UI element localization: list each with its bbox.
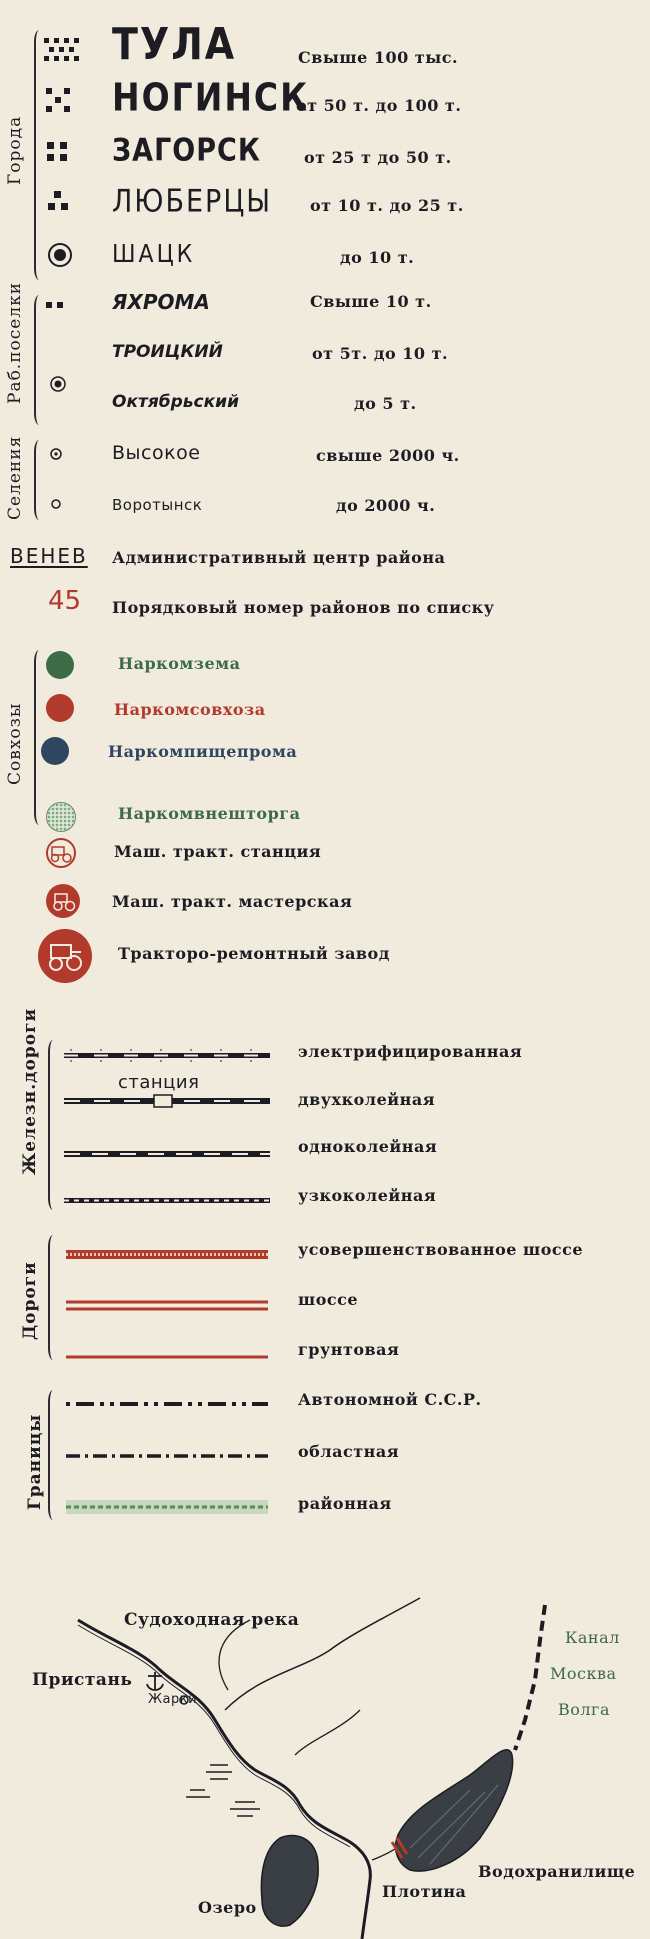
border-autonomous-ssr-line — [66, 1400, 268, 1408]
settlement-name-troitsky: ТРОИЦКИЙ — [112, 342, 223, 362]
hydro-village-label: Жарки — [148, 1692, 198, 1707]
railway-double-track-label: двухколейная — [298, 1090, 436, 1109]
city-desc-shatsk: до 10 т. — [340, 248, 415, 267]
bracket-cities — [34, 30, 44, 280]
bracket-railways — [48, 1040, 58, 1210]
border-district-line — [66, 1500, 268, 1514]
tractor-repair-plant-label: Тракторо-ремонтный завод — [118, 944, 390, 963]
city-name-tula: ТУЛА — [112, 18, 237, 70]
city-symbol-25k-50k — [47, 142, 77, 166]
city-desc-tula: Свыше 100 тыс. — [298, 48, 459, 67]
district-number-desc: Порядковый номер районов по списку — [112, 598, 495, 617]
railway-narrow-gauge-label: узкоколейная — [298, 1186, 437, 1205]
group-label-settlements: Раб.поселки — [5, 281, 25, 404]
village-name-vorotynsk: Воротынск — [112, 496, 203, 514]
tractor-repair-plant-icon — [37, 928, 93, 984]
sovkhoz-narkomsovkhoz-icon — [46, 694, 74, 722]
admin-center-desc: Административный центр района — [112, 548, 446, 567]
hydro-canal-label-1: Канал — [565, 1628, 620, 1647]
tractor-station-label: Маш. тракт. станция — [114, 842, 322, 861]
hydro-dam-label: Плотина — [382, 1882, 467, 1901]
hydro-river-label: Судоходная река — [124, 1610, 300, 1630]
road-improved-highway-label: усовершенствованное шоссе — [298, 1240, 584, 1259]
border-regional-line — [66, 1452, 268, 1460]
village-symbol-over-2000 — [50, 448, 64, 462]
city-name-lubertsy: ЛЮБЕРЦЫ — [112, 183, 273, 220]
city-symbol-10k-25k — [48, 191, 76, 217]
tractor-station-icon — [43, 838, 79, 868]
city-symbol-under-10k — [48, 243, 76, 271]
sovkhoz-narkomsovkhoz-label: Наркомсовхоза — [114, 700, 266, 719]
village-desc-vorotynsk: до 2000 ч. — [336, 496, 436, 515]
city-symbol-over-100k — [44, 36, 84, 76]
village-symbol-under-2000 — [51, 499, 63, 511]
hydro-canal-label-2: Москва — [550, 1664, 617, 1683]
road-highway-line — [66, 1300, 268, 1312]
settlement-name-oktyabrsky: Октябрьский — [112, 392, 239, 412]
sovkhoz-narkomzem-label: Наркомзема — [118, 654, 241, 673]
village-name-vysokoe: Высокое — [112, 442, 201, 464]
city-symbol-50k-100k — [46, 88, 80, 116]
group-label-roads: Дороги — [20, 1261, 40, 1340]
group-label-borders: Границы — [25, 1413, 45, 1510]
bracket-roads — [48, 1235, 58, 1360]
hydro-canal-label-3: Волга — [558, 1700, 610, 1719]
hydro-reservoir-label: Водохранилище — [478, 1862, 636, 1881]
city-name-zagorsk: ЗАГОРСК — [112, 132, 261, 169]
settlement-desc-yakhroma: Свыше 10 т. — [310, 292, 432, 311]
settlement-name-yakhroma: ЯХРОМА — [112, 290, 210, 314]
city-name-noginsk: НОГИНСК — [112, 75, 310, 120]
railway-narrow-gauge-line — [64, 1196, 270, 1206]
railway-electrified-label: электрифицированная — [298, 1042, 523, 1061]
sovkhoz-narkomzem-icon — [46, 651, 74, 679]
sovkhoz-narkomvneshtorg-label: Наркомвнешторга — [118, 804, 301, 823]
sovkhoz-narkompishcheprom-label: Наркомпищепрома — [108, 742, 298, 761]
railway-double-track-line — [64, 1094, 270, 1108]
settlement-symbol-over-10k — [46, 302, 70, 314]
hydro-pier-label: Пристань — [32, 1670, 133, 1690]
group-label-cities: Города — [5, 115, 25, 185]
sovkhoz-narkomvneshtorg-icon — [46, 802, 76, 832]
tractor-workshop-icon — [45, 883, 81, 919]
bracket-villages — [34, 440, 44, 520]
bracket-borders — [48, 1390, 58, 1520]
village-desc-vysokoe: свыше 2000 ч. — [316, 446, 460, 465]
border-district-label: районная — [298, 1494, 392, 1513]
hydro-lake-label: Озеро — [198, 1898, 257, 1917]
city-name-shatsk: ШАЦК — [112, 240, 196, 269]
railway-electrified-line — [64, 1050, 270, 1062]
settlement-symbol-under-5k — [50, 376, 70, 396]
bracket-settlements — [34, 295, 44, 425]
border-regional-label: областная — [298, 1442, 400, 1461]
road-dirt-line — [66, 1354, 268, 1360]
road-dirt-label: грунтовая — [298, 1340, 400, 1359]
settlement-desc-oktyabrsky: до 5 т. — [354, 394, 417, 413]
sovkhoz-narkompishcheprom-icon — [41, 737, 69, 765]
railway-single-track-line — [64, 1149, 270, 1159]
group-label-railways: Железн.дороги — [20, 1007, 40, 1175]
hydrography-inset — [0, 1580, 650, 1939]
city-desc-zagorsk: от 25 т до 50 т. — [304, 148, 452, 167]
city-desc-noginsk: от 50 т. до 100 т. — [296, 96, 462, 115]
tractor-workshop-label: Маш. тракт. мастерская — [112, 892, 353, 911]
group-label-sovkhozy: Совхозы — [5, 702, 25, 785]
road-highway-label: шоссе — [298, 1290, 359, 1309]
railway-station-label: станция — [118, 1072, 200, 1093]
railway-single-track-label: одноколейная — [298, 1137, 438, 1156]
city-desc-lubertsy: от 10 т. до 25 т. — [310, 196, 464, 215]
border-autonomous-ssr-label: Автономной С.С.Р. — [298, 1390, 482, 1409]
bracket-sovkhozy — [34, 650, 44, 825]
admin-center-sample: ВЕНЕВ — [10, 544, 88, 568]
settlement-desc-troitsky: от 5т. до 10 т. — [312, 344, 449, 363]
district-number-sample: 45 — [48, 586, 82, 616]
road-improved-highway-line — [66, 1250, 268, 1260]
group-label-villages: Селения — [5, 435, 25, 520]
